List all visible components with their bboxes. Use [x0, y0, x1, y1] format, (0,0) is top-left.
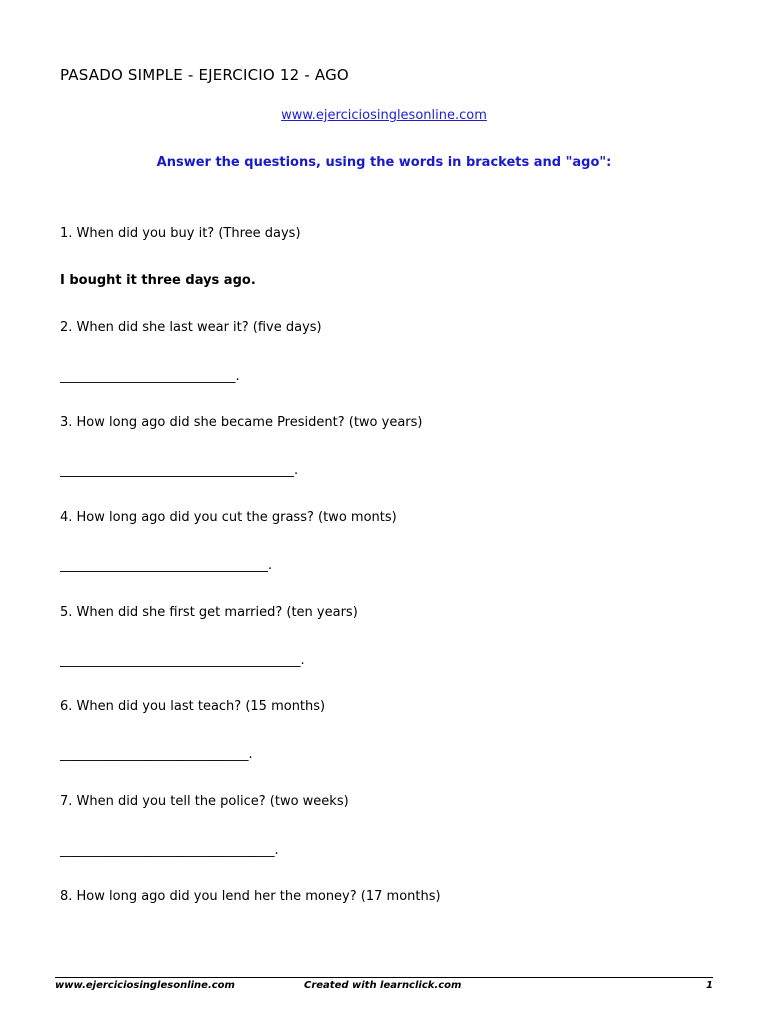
answer-blank-6[interactable]: _____________________________. — [60, 747, 253, 762]
answer-blank-3[interactable]: ____________________________________. — [60, 463, 299, 478]
answer-blank-5[interactable]: _____________________________________. — [60, 653, 305, 668]
footer-divider — [55, 977, 713, 978]
question-6: 6. When did you last teach? (15 months) — [60, 699, 326, 714]
footer-site[interactable]: www.ejerciciosinglesonline.com — [55, 980, 235, 991]
question-8: 8. How long ago did you lend her the money? (17 months) — [60, 889, 441, 904]
question-4: 4. How long ago did you cut the grass? (two monts) — [60, 510, 397, 525]
question-2: 2. When did she last wear it? (five days) — [60, 320, 322, 335]
site-link[interactable]: www.ejerciciosinglesonline.com — [281, 108, 487, 123]
footer-credit: Created with learnclick.com — [304, 980, 462, 991]
answer-blank-4[interactable]: ________________________________. — [60, 558, 273, 573]
page-number: 1 — [706, 980, 713, 991]
answer-blank-7[interactable]: _________________________________. — [60, 843, 279, 858]
instructions: Answer the questions, using the words in brackets and "ago": — [156, 155, 612, 170]
question-7: 7. When did you tell the police? (two weeks) — [60, 794, 349, 809]
page-title: PASADO SIMPLE - EJERCICIO 12 - AGO — [60, 66, 349, 84]
answer-blank-2[interactable]: ___________________________. — [60, 369, 240, 384]
question-1: 1. When did you buy it? (Three days) — [60, 226, 301, 241]
question-5: 5. When did she first get married? (ten years) — [60, 605, 358, 620]
question-3: 3. How long ago did she became President? (two years) — [60, 415, 423, 430]
answer-1: I bought it three days ago. — [60, 273, 256, 288]
